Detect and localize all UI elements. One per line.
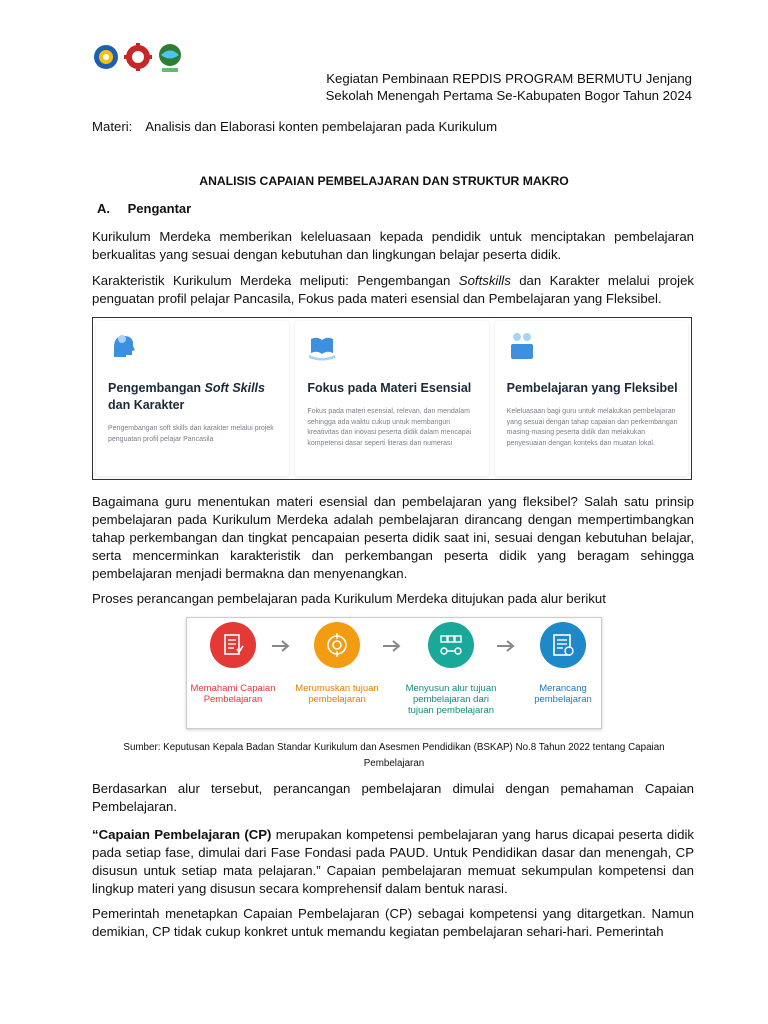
page-title: ANALISIS CAPAIAN PEMBELAJARAN DAN STRUKTUR MAKRO	[199, 174, 569, 188]
card-1-title-b: Soft Skills	[204, 381, 265, 395]
figure-source: Sumber: Keputusan Kepala Badan Standar Kurikulum dan Asesmen Pendidikan (BSKAP) No.8 Tahun 2022 tentang Capaian Pembelajaran	[123, 742, 665, 769]
globe-logo-icon	[156, 42, 184, 74]
planning-doc-icon	[550, 632, 576, 658]
logos	[92, 42, 184, 74]
section-number: A.	[97, 201, 110, 216]
paragraph-7: Pemerintah menetapkan Capaian Pembelajaran (CP) sebagai kompetensi yang ditargetkan. Namun demikian, CP tidak cukup konkret untuk memandu kegiatan pembelajaran sehari-hari. Pemerintah	[92, 906, 694, 939]
arrow-right-icon	[271, 638, 291, 654]
header-line-2: Sekolah Menengah Pertama Se-Kabupaten Bogor Tahun 2024	[325, 88, 692, 103]
card-fleksibel-title: Pembelajaran yang Fleksibel	[506, 381, 678, 395]
paragraph-3: Bagaimana guru menentukan materi esensial dan pembelajaran yang fleksibel? Salah satu prinsip pembelajaran pada Kurikulum Merdeka adalah pembelajaran dirancang dengan mempertimbangkan tahap perkembangan dan tingkat pencapaian peserta didik saat ini, sesuai dengan kebutuhan belajar, serta mencerminkan karakteristik dan perkembangan peserta didik yang beragam sehingga pembelajaran menjadi bermakna dan menyenangkan.	[92, 494, 694, 581]
flow-step-2-circle	[314, 622, 360, 668]
materi-key: Materi:	[92, 119, 133, 134]
card-soft-skills	[96, 321, 289, 476]
arrow-right-icon	[382, 638, 402, 654]
flow-step-4	[516, 622, 610, 705]
flow-step-1	[186, 622, 280, 705]
card-soft-skills-desc: Pengembangan soft skills dan karakter melalui projek penguatan profil pelajar Pancasila	[108, 425, 274, 443]
flow-step-3-circle	[428, 622, 474, 668]
tut-wuri-logo-icon	[92, 42, 120, 74]
materi-value: Analisis dan Elaborasi konten pembelajaran pada Kurikulum	[145, 119, 498, 134]
paragraph-1: Kurikulum Merdeka memberikan keleluasaan kepada pendidik untuk menciptakan pembelajaran berkualitas yang sesuai dengan kebutuhan dan lingkungan belajar peserta didik.	[92, 229, 694, 262]
flow-step-1-label: Memahami Capaian Pembelajaran	[190, 683, 276, 705]
card-fleksibel	[495, 321, 688, 476]
document-header	[326, 70, 692, 104]
section-label: Pengantar	[127, 201, 192, 216]
flow-step-4-circle	[540, 622, 586, 668]
paragraph-6	[92, 826, 694, 898]
head-lightbulb-icon	[108, 331, 138, 361]
paragraph-6-bold: “Capaian Pembelajaran (CP)	[92, 827, 272, 842]
paragraph-2-part-c: dan Karakter melalui projek penguatan profil pelajar Pancasila, Fokus pada materi esensial dan Pembelajaran yang Fleksibel.	[92, 273, 694, 306]
card-materi-esensial-title: Fokus pada Materi Esensial	[307, 381, 472, 395]
card-1-title-a: Pengembangan	[108, 381, 205, 395]
open-book-icon	[307, 331, 337, 361]
students-icon	[507, 331, 537, 361]
flow-step-3	[404, 622, 498, 716]
paragraph-2-part-a: Karakteristik Kurikulum Merdeka meliputi: Pengembangan	[92, 273, 459, 288]
flow-step-4-label: Merancang pembelajaran	[534, 683, 592, 705]
flow-step-2-label: Merumuskan tujuan pembelajaran	[295, 683, 379, 705]
paragraph-5: Berdasarkan alur tersebut, perancangan pembelajaran dimulai dengan pemahaman Capaian Pembelajaran.	[92, 781, 694, 814]
target-icon	[324, 632, 350, 658]
header-line-1: Kegiatan Pembinaan REPDIS PROGRAM BERMUTU Jenjang	[326, 71, 692, 86]
arrow-right-icon	[496, 638, 516, 654]
gear-logo-icon	[124, 42, 152, 74]
flow-step-1-circle	[210, 622, 256, 668]
card-fleksibel-desc: Keleluasaan bagi guru untuk melakukan pembelajaran yang sesuai dengan tahap capaian dan perkembangan masing-masing peserta didik dan melakukan penyesuaian dengan konteks dan muatan lokal.	[506, 408, 678, 447]
document-list-icon	[220, 632, 246, 658]
paragraph-2	[92, 272, 694, 308]
paragraph-6-rest: merupakan kompetensi pembelajaran yang harus dicapai peserta didik pada setiap fase, dimulai dari Fase Fondasi pada PAUD. Untuk Pendidikan dasar dan menengah, CP disusun untuk setiap mata pelajaran.” Capaian pembelajaran memuat sekumpulan kompetensi dan lingkup materi yang disusun secara komprehensif dalam bentuk narasi.	[92, 827, 694, 896]
section-heading	[97, 201, 191, 216]
design-flow-figure	[186, 617, 602, 729]
flow-nodes-icon	[438, 632, 464, 658]
card-soft-skills-title	[108, 380, 279, 414]
materi-line	[92, 119, 497, 134]
card-materi-esensial-desc: Fokus pada materi esensial, relevan, dan mendalam sehingga ada waktu cukup untuk membangun kreativitas dan inovasi peserta didik dalam mencapai kompetensi dasar seperti literasi dan numerasi	[307, 408, 472, 447]
flow-step-3-label: Menyusun alur tujuan pembelajaran dari tujuan pembelajaran	[405, 683, 497, 716]
paragraph-2-italic: Softskills	[458, 273, 511, 288]
flow-step-2	[290, 622, 384, 705]
paragraph-4: Proses perancangan pembelajaran pada Kurikulum Merdeka ditujukan pada alur berikut	[92, 591, 606, 606]
card-1-title-c: dan Karakter	[108, 398, 185, 412]
characteristics-figure	[92, 317, 692, 480]
card-materi-esensial	[295, 321, 488, 476]
